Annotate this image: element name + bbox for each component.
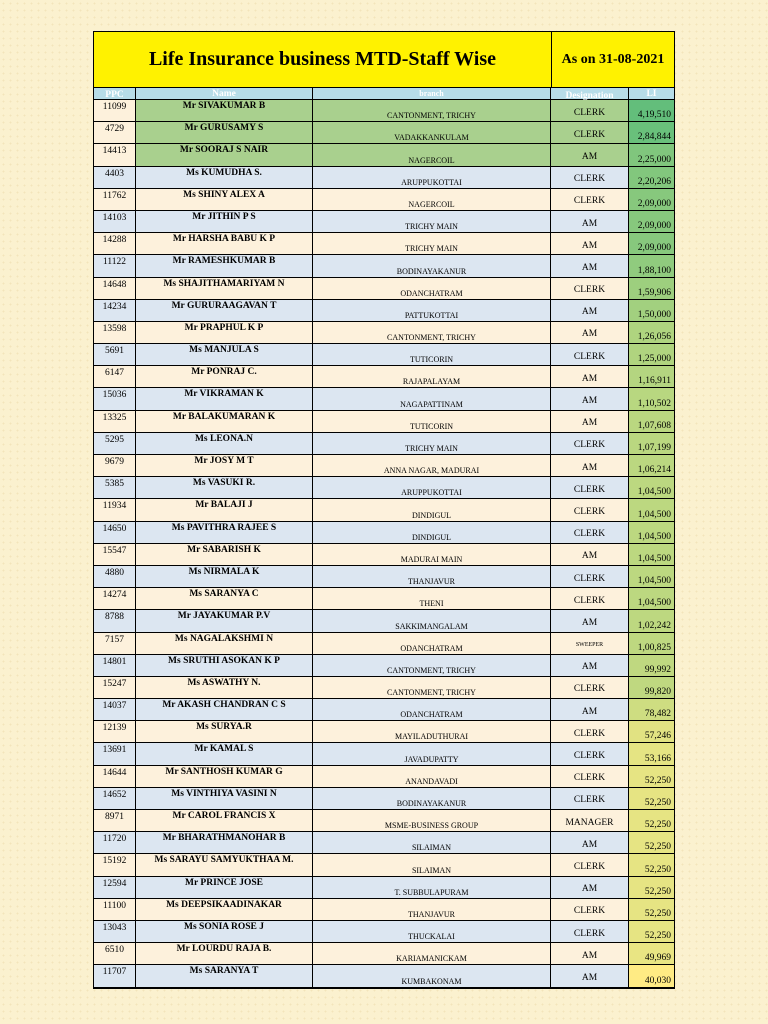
table-row: [94, 854, 674, 876]
li-cell: 52,250: [629, 854, 674, 875]
designation-cell: AM: [551, 144, 629, 165]
li-cell: 1,59,906: [629, 278, 674, 299]
name-cell: Mr JAYAKUMAR P.V: [136, 610, 313, 631]
ppc-cell: 15247: [94, 677, 136, 698]
li-cell: 1,16,911: [629, 366, 674, 387]
name-cell: Ms SURYA.R: [136, 721, 313, 742]
branch-cell: CANTONMENT, TRICHY: [313, 322, 551, 343]
designation-cell: AM: [551, 544, 629, 565]
ppc-cell: 14648: [94, 278, 136, 299]
branch-cell: MADURAI MAIN: [313, 544, 551, 565]
branch-cell: MSME-BUSINESS GROUP: [313, 810, 551, 831]
ppc-cell: 11934: [94, 499, 136, 520]
ppc-cell: 11100: [94, 899, 136, 920]
ppc-cell: 14037: [94, 699, 136, 720]
li-cell: 52,250: [629, 788, 674, 809]
table-row: [94, 255, 674, 277]
designation-cell: AM: [551, 211, 629, 232]
table-row: [94, 633, 674, 655]
designation-cell: CLERK: [551, 433, 629, 454]
designation-cell: CLERK: [551, 167, 629, 188]
name-cell: Mr HARSHA BABU K P: [136, 233, 313, 254]
branch-cell: CANTONMENT, TRICHY: [313, 655, 551, 676]
name-cell: Ms ASWATHY N.: [136, 677, 313, 698]
ppc-cell: 12139: [94, 721, 136, 742]
branch-cell: DINDIGUL: [313, 522, 551, 543]
name-cell: Ms SONIA ROSE J: [136, 921, 313, 942]
branch-cell: SILAIMAN: [313, 832, 551, 853]
name-cell: Mr AKASH CHANDRAN C S: [136, 699, 313, 720]
li-cell: 2,20,206: [629, 167, 674, 188]
branch-cell: PATTUKOTTAI: [313, 300, 551, 321]
branch-cell: THUCKALAI: [313, 921, 551, 942]
ppc-cell: 6147: [94, 366, 136, 387]
branch-cell: ODANCHATRAM: [313, 633, 551, 654]
name-cell: Ms SARANYA C: [136, 588, 313, 609]
ppc-cell: 13325: [94, 411, 136, 432]
name-cell: Ms SARAYU SAMYUKTHAA M.: [136, 854, 313, 875]
name-cell: Mr SIVAKUMAR B: [136, 100, 313, 121]
table-row: [94, 499, 674, 521]
ppc-cell: 14413: [94, 144, 136, 165]
li-cell: 2,25,000: [629, 144, 674, 165]
table-row: [94, 943, 674, 965]
designation-cell: AM: [551, 322, 629, 343]
table-row: [94, 433, 674, 455]
ppc-cell: 5691: [94, 344, 136, 365]
name-cell: Mr JOSY M T: [136, 455, 313, 476]
designation-cell: AM: [551, 832, 629, 853]
name-cell: Mr SABARISH K: [136, 544, 313, 565]
designation-cell: CLERK: [551, 899, 629, 920]
table-row: [94, 144, 674, 166]
ppc-cell: 11707: [94, 965, 136, 986]
table-row: [94, 189, 674, 211]
name-cell: Ms DEEPSIKAADINAKAR: [136, 899, 313, 920]
li-cell: 1,04,500: [629, 544, 674, 565]
li-cell: 52,250: [629, 832, 674, 853]
table-row: [94, 544, 674, 566]
li-cell: 2,09,000: [629, 233, 674, 254]
table-row: [94, 810, 674, 832]
ppc-cell: 11720: [94, 832, 136, 853]
name-cell: Mr GURUSAMY S: [136, 122, 313, 143]
table-row: [94, 899, 674, 921]
ppc-cell: 12594: [94, 877, 136, 898]
ppc-cell: 15547: [94, 544, 136, 565]
branch-cell: TUTICORIN: [313, 411, 551, 432]
li-cell: 40,030: [629, 965, 674, 986]
branch-cell: NAGERCOIL: [313, 144, 551, 165]
designation-cell: CLERK: [551, 122, 629, 143]
table-row: [94, 877, 674, 899]
ppc-cell: 6510: [94, 943, 136, 964]
branch-cell: CANTONMENT, TRICHY: [313, 100, 551, 121]
ppc-cell: 14288: [94, 233, 136, 254]
ppc-cell: 4729: [94, 122, 136, 143]
table-row: [94, 610, 674, 632]
name-cell: Mr LOURDU RAJA B.: [136, 943, 313, 964]
branch-cell: JAVADUPATTY: [313, 743, 551, 764]
li-cell: 4,19,510: [629, 100, 674, 121]
name-cell: Ms SHINY ALEX A: [136, 189, 313, 210]
designation-cell: AM: [551, 366, 629, 387]
designation-cell: CLERK: [551, 344, 629, 365]
name-cell: Ms SRUTHI ASOKAN K P: [136, 655, 313, 676]
ppc-cell: 8788: [94, 610, 136, 631]
branch-cell: ARUPPUKOTTAI: [313, 167, 551, 188]
li-cell: 1,07,199: [629, 433, 674, 454]
branch-cell: TRICHY MAIN: [313, 211, 551, 232]
ppc-cell: 4403: [94, 167, 136, 188]
branch-cell: NAGAPATTINAM: [313, 388, 551, 409]
table-row: [94, 921, 674, 943]
designation-cell: AM: [551, 943, 629, 964]
table-row: [94, 300, 674, 322]
li-cell: 1,07,608: [629, 411, 674, 432]
designation-cell: CLERK: [551, 522, 629, 543]
branch-cell: TRICHY MAIN: [313, 233, 551, 254]
designation-cell: MANAGER: [551, 810, 629, 831]
ppc-cell: 14103: [94, 211, 136, 232]
designation-cell: AM: [551, 233, 629, 254]
column-header-ppc: PPC: [94, 88, 136, 99]
column-header-branch: branch: [313, 88, 551, 99]
table-body: [94, 100, 674, 988]
designation-cell: AM: [551, 300, 629, 321]
ppc-cell: 11762: [94, 189, 136, 210]
li-cell: 99,820: [629, 677, 674, 698]
li-cell: 2,09,000: [629, 189, 674, 210]
table-row: [94, 699, 674, 721]
table-row: [94, 167, 674, 189]
column-header-designation: Designation: [551, 88, 629, 99]
designation-cell: CLERK: [551, 588, 629, 609]
ppc-cell: 11122: [94, 255, 136, 276]
designation-cell: AM: [551, 965, 629, 986]
name-cell: Ms LEONA.N: [136, 433, 313, 454]
designation-cell: CLERK: [551, 677, 629, 698]
branch-cell: SILAIMAN: [313, 854, 551, 875]
table-row: [94, 965, 674, 987]
li-cell: 1,04,500: [629, 499, 674, 520]
branch-cell: THENI: [313, 588, 551, 609]
li-cell: 52,250: [629, 766, 674, 787]
designation-cell: CLERK: [551, 278, 629, 299]
table-row: [94, 366, 674, 388]
designation-cell: AM: [551, 877, 629, 898]
name-cell: Mr CAROL FRANCIS X: [136, 810, 313, 831]
li-cell: 1,00,825: [629, 633, 674, 654]
table-row: [94, 832, 674, 854]
designation-cell: AM: [551, 699, 629, 720]
branch-cell: T. SUBBULAPURAM: [313, 877, 551, 898]
table-row: [94, 455, 674, 477]
li-cell: 2,84,844: [629, 122, 674, 143]
ppc-cell: 9679: [94, 455, 136, 476]
ppc-cell: 13043: [94, 921, 136, 942]
ppc-cell: 15192: [94, 854, 136, 875]
li-cell: 1,04,500: [629, 477, 674, 498]
designation-cell: SWEEPER: [551, 633, 629, 654]
name-cell: Mr JITHIN P S: [136, 211, 313, 232]
designation-cell: CLERK: [551, 766, 629, 787]
name-cell: Mr BALAKUMARAN K: [136, 411, 313, 432]
designation-cell: CLERK: [551, 189, 629, 210]
ppc-cell: 4880: [94, 566, 136, 587]
table-row: [94, 100, 674, 122]
branch-cell: SAKKIMANGALAM: [313, 610, 551, 631]
table-row: [94, 411, 674, 433]
branch-cell: VADAKKANKULAM: [313, 122, 551, 143]
name-cell: Ms SHAJITHAMARIYAM N: [136, 278, 313, 299]
ppc-cell: 8971: [94, 810, 136, 831]
li-cell: 1,88,100: [629, 255, 674, 276]
li-cell: 2,09,000: [629, 211, 674, 232]
branch-cell: DINDIGUL: [313, 499, 551, 520]
ppc-cell: 5295: [94, 433, 136, 454]
designation-cell: AM: [551, 388, 629, 409]
table-row: [94, 522, 674, 544]
as-on-date: As on 31-08-2021: [561, 51, 665, 67]
table-row: [94, 788, 674, 810]
ppc-cell: 14274: [94, 588, 136, 609]
ppc-cell: 13598: [94, 322, 136, 343]
table-row: [94, 211, 674, 233]
table-row: [94, 344, 674, 366]
designation-cell: CLERK: [551, 921, 629, 942]
designation-cell: AM: [551, 255, 629, 276]
table-row: [94, 766, 674, 788]
name-cell: Ms NAGALAKSHMI N: [136, 633, 313, 654]
table-row: [94, 566, 674, 588]
li-cell: 52,250: [629, 921, 674, 942]
designation-cell: CLERK: [551, 566, 629, 587]
branch-cell: NAGERCOIL: [313, 189, 551, 210]
li-cell: 78,482: [629, 699, 674, 720]
table-row: [94, 655, 674, 677]
branch-cell: TUTICORIN: [313, 344, 551, 365]
designation-cell: CLERK: [551, 477, 629, 498]
ppc-cell: 15036: [94, 388, 136, 409]
li-cell: 49,969: [629, 943, 674, 964]
name-cell: Mr BALAJI J: [136, 499, 313, 520]
li-cell: 99,992: [629, 655, 674, 676]
ppc-cell: 14644: [94, 766, 136, 787]
name-cell: Ms NIRMALA K: [136, 566, 313, 587]
li-cell: 52,250: [629, 810, 674, 831]
designation-cell: AM: [551, 655, 629, 676]
name-cell: Mr PRINCE JOSE: [136, 877, 313, 898]
designation-cell: CLERK: [551, 854, 629, 875]
table-row: [94, 743, 674, 765]
li-cell: 1,02,242: [629, 610, 674, 631]
designation-cell: CLERK: [551, 743, 629, 764]
title-row: [94, 32, 674, 88]
name-cell: Ms VASUKI R.: [136, 477, 313, 498]
branch-cell: THANJAVUR: [313, 566, 551, 587]
designation-cell: CLERK: [551, 499, 629, 520]
name-cell: Ms KUMUDHA S.: [136, 167, 313, 188]
table-row: [94, 588, 674, 610]
li-cell: 1,50,000: [629, 300, 674, 321]
ppc-cell: 7157: [94, 633, 136, 654]
designation-cell: AM: [551, 610, 629, 631]
table-row: [94, 721, 674, 743]
designation-cell: CLERK: [551, 721, 629, 742]
name-cell: Mr BHARATHMANOHAR B: [136, 832, 313, 853]
column-header-li: LI: [646, 88, 657, 99]
ppc-cell: 5385: [94, 477, 136, 498]
ppc-cell: 14650: [94, 522, 136, 543]
branch-cell: BODINAYAKANUR: [313, 788, 551, 809]
name-cell: Ms VINTHIYA VASINI N: [136, 788, 313, 809]
name-cell: Mr GURURAAGAVAN T: [136, 300, 313, 321]
name-cell: Ms SARANYA T: [136, 965, 313, 986]
li-cell: 1,06,214: [629, 455, 674, 476]
designation-cell: AM: [551, 455, 629, 476]
staff-wise-table: [93, 31, 675, 989]
branch-cell: KARIAMANICKAM: [313, 943, 551, 964]
table-row: [94, 278, 674, 300]
li-cell: 1,10,502: [629, 388, 674, 409]
li-cell: 52,250: [629, 877, 674, 898]
name-cell: Mr KAMAL S: [136, 743, 313, 764]
branch-cell: ODANCHATRAM: [313, 699, 551, 720]
table-row: [94, 233, 674, 255]
name-cell: Ms MANJULA S: [136, 344, 313, 365]
li-cell: 53,166: [629, 743, 674, 764]
ppc-cell: 14234: [94, 300, 136, 321]
branch-cell: BODINAYAKANUR: [313, 255, 551, 276]
ppc-cell: 11099: [94, 100, 136, 121]
branch-cell: THANJAVUR: [313, 899, 551, 920]
li-cell: 1,04,500: [629, 522, 674, 543]
li-cell: 1,26,056: [629, 322, 674, 343]
name-cell: Ms PAVITHRA RAJEE S: [136, 522, 313, 543]
name-cell: Mr SOORAJ S NAIR: [136, 144, 313, 165]
li-cell: 1,04,500: [629, 588, 674, 609]
name-cell: Mr VIKRAMAN K: [136, 388, 313, 409]
table-row: [94, 122, 674, 144]
designation-cell: CLERK: [551, 788, 629, 809]
li-cell: 57,246: [629, 721, 674, 742]
table-row: [94, 322, 674, 344]
branch-cell: ANNA NAGAR, MADURAI: [313, 455, 551, 476]
branch-cell: ODANCHATRAM: [313, 278, 551, 299]
ppc-cell: 13691: [94, 743, 136, 764]
report-title: Life Insurance business MTD-Staff Wise: [94, 32, 552, 87]
table-row: [94, 477, 674, 499]
designation-cell: CLERK: [551, 100, 629, 121]
branch-cell: CANTONMENT, TRICHY: [313, 677, 551, 698]
column-header-row: [94, 88, 674, 100]
branch-cell: MAYILADUTHURAI: [313, 721, 551, 742]
name-cell: Mr SANTHOSH KUMAR G: [136, 766, 313, 787]
branch-cell: ANANDAVADI: [313, 766, 551, 787]
branch-cell: KUMBAKONAM: [313, 965, 551, 986]
designation-cell: AM: [551, 411, 629, 432]
branch-cell: ARUPPUKOTTAI: [313, 477, 551, 498]
column-header-name: Name: [136, 88, 313, 99]
li-cell: 1,25,000: [629, 344, 674, 365]
li-cell: 52,250: [629, 899, 674, 920]
name-cell: Mr PONRAJ C.: [136, 366, 313, 387]
name-cell: Mr PRAPHUL K P: [136, 322, 313, 343]
branch-cell: RAJAPALAYAM: [313, 366, 551, 387]
ppc-cell: 14652: [94, 788, 136, 809]
table-row: [94, 388, 674, 410]
ppc-cell: 14801: [94, 655, 136, 676]
li-cell: 1,04,500: [629, 566, 674, 587]
branch-cell: TRICHY MAIN: [313, 433, 551, 454]
name-cell: Mr RAMESHKUMAR B: [136, 255, 313, 276]
table-row: [94, 677, 674, 699]
